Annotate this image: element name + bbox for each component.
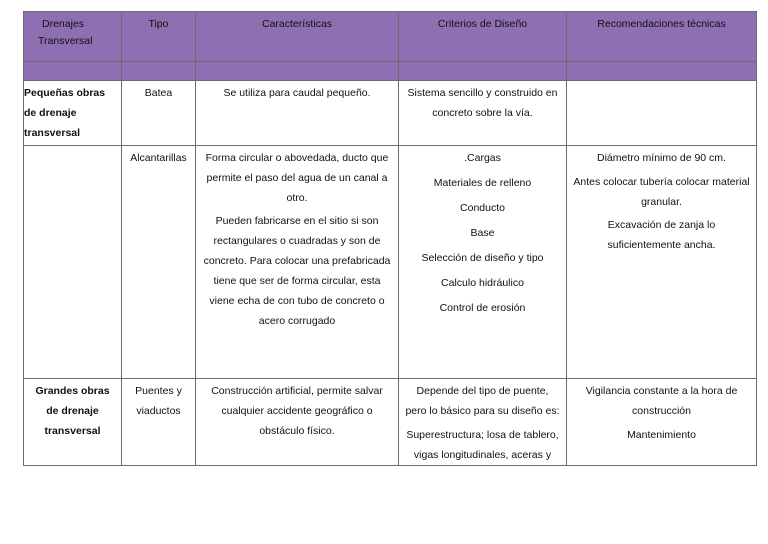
category-line: transversal <box>44 425 101 437</box>
category-cell <box>24 146 122 379</box>
category-line: Grandes obras <box>35 385 110 397</box>
type-line: Puentes y <box>135 385 182 397</box>
recommendations-cell <box>567 379 757 466</box>
table-row <box>24 81 757 146</box>
characteristics-line: tiene que ser de forma circular, esta <box>213 275 381 287</box>
header-drenajes <box>24 12 122 62</box>
characteristics-cell <box>196 379 399 466</box>
criteria-item: Calculo hidráulico <box>441 277 524 289</box>
criteria-line: Superestructura; losa de tablero, <box>406 429 559 441</box>
header-criterios <box>399 12 567 62</box>
criteria-item: Base <box>470 227 495 239</box>
header-caracteristicas-text: Características <box>261 18 333 30</box>
criteria-line: Sistema sencillo y construido en <box>407 87 558 99</box>
recommendation-line: Excavación de zanja lo <box>607 219 716 231</box>
header-row <box>24 12 757 62</box>
table-row <box>24 379 757 466</box>
recommendations-cell <box>567 146 757 379</box>
criteria-item: Conducto <box>460 202 505 214</box>
criteria-item: Selección de diseño y tipo <box>421 252 544 264</box>
header-drenajes-line1: Drenajes <box>42 18 85 30</box>
criteria-line: pero lo básico para su diseño es: <box>405 405 560 417</box>
characteristics-line: otro. <box>286 192 308 204</box>
characteristics-line: rectangulares o cuadradas y son de <box>213 235 381 247</box>
characteristics-line: Pueden fabricarse en el sitio si son <box>215 215 379 227</box>
header-tipo-text: Tipo <box>148 18 169 30</box>
type-cell <box>122 146 196 379</box>
criteria-line: vigas longitudinales, aceras y <box>413 449 552 461</box>
recommendation-line: suficientemente ancha. <box>607 239 716 251</box>
characteristics-line: concreto. Para colocar una prefabricada <box>203 255 391 267</box>
header-recomendaciones-text: Recomendaciones técnicas <box>597 18 726 30</box>
recommendation-line: Diámetro mínimo de 90 cm. <box>597 152 726 164</box>
characteristics-line: cualquier accidente geográfico o <box>221 405 373 417</box>
category-line: Pequeñas obras <box>24 87 106 99</box>
recommendation-line: Antes colocar tubería colocar material <box>573 176 750 188</box>
characteristics-cell <box>196 81 399 146</box>
header-caracteristicas <box>196 12 399 62</box>
characteristics-text: Se utiliza para caudal pequeño. <box>223 87 371 99</box>
drainage-table <box>23 11 757 466</box>
header-drenajes-line2: Transversal <box>38 34 93 47</box>
type-line: viaductos <box>136 405 181 417</box>
criteria-line: Depende del tipo de puente, <box>416 385 549 397</box>
recommendation-line: construcción <box>632 405 691 417</box>
characteristics-line: viene echa de con tubo de concreto o <box>209 295 385 307</box>
recommendation-line: granular. <box>641 196 682 208</box>
characteristics-cell <box>196 146 399 379</box>
category-cell <box>24 379 122 466</box>
type-text: Alcantarillas <box>130 152 187 164</box>
header-recomendaciones <box>567 12 757 62</box>
type-text: Batea <box>144 87 173 99</box>
characteristics-line: obstáculo físico. <box>259 425 335 437</box>
criteria-cell <box>399 379 567 466</box>
type-cell <box>122 379 196 466</box>
header-spacer-row <box>24 62 757 81</box>
characteristics-line: Forma circular o abovedada, ducto que <box>205 152 389 164</box>
criteria-cell <box>399 146 567 379</box>
header-criterios-text: Criterios de Diseño <box>437 18 528 30</box>
table-row <box>24 146 757 379</box>
header-tipo <box>122 12 196 62</box>
characteristics-line: Construcción artificial, permite salvar <box>211 385 383 397</box>
recommendations-cell <box>567 81 757 146</box>
recommendation-line: Mantenimiento <box>627 429 696 441</box>
criteria-item: .Cargas <box>464 152 501 164</box>
category-line: transversal <box>24 127 81 139</box>
criteria-item: Control de erosión <box>439 302 526 314</box>
type-cell <box>122 81 196 146</box>
criteria-line: concreto sobre la vía. <box>432 107 533 119</box>
criteria-item: Materiales de relleno <box>433 177 532 189</box>
category-cell <box>24 81 122 146</box>
characteristics-line: permite el paso del agua de un canal a <box>206 172 388 184</box>
criteria-cell <box>399 81 567 146</box>
category-line: de drenaje <box>46 405 99 417</box>
characteristics-line: acero corrugado <box>258 315 336 327</box>
recommendation-line: Vigilancia constante a la hora de <box>585 385 738 397</box>
category-line: de drenaje <box>24 107 77 119</box>
